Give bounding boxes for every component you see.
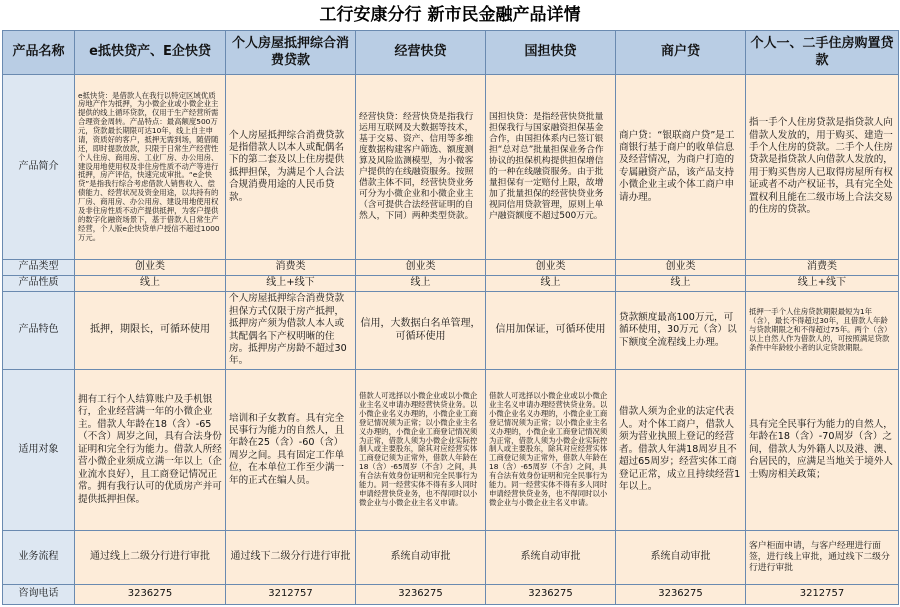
table-row-nature: [3, 275, 899, 291]
table-cell: 线上: [616, 275, 746, 291]
table-cell: 创业类: [75, 259, 226, 275]
table-cell: 线上: [356, 275, 486, 291]
table-cell: 创业类: [356, 259, 486, 275]
row-label: 产品类型: [3, 259, 75, 275]
table-cell: 通过线下二级分行进行审批: [226, 530, 356, 584]
table-cell: 线上: [486, 275, 616, 291]
table-cell: 借款人须为企业的法定代表人。对个体工商户，借款人须为营业执照上登记的经营者。借款人年满18周岁且不超过65周岁；经营实体工商登记正常，成立且持续经营1年以上。: [616, 370, 746, 531]
phone-number: 3212757: [746, 584, 899, 604]
phone-number: 3236275: [616, 584, 746, 604]
row-label: 业务流程: [3, 530, 75, 584]
table-cell: 系统自动审批: [356, 530, 486, 584]
table-cell: 具有完全民事行为能力的自然人，年龄在18（含）-70周岁（含）之间，借款人为外籍人以及港、澳、台居民的，应满足当地关于境外人士购房相关政策；: [746, 370, 899, 531]
page-title: 工行安康分行 新市民金融产品详情: [319, 5, 581, 25]
table-cell: 信用，大数据白名单管理，可循环使用: [356, 291, 486, 369]
table-cell: 客户柜面申请，与客户经理进行面签，进行线上审批，通过线下二级分行进行审批: [746, 530, 899, 584]
table-cell: 线上+线下: [746, 275, 899, 291]
phone-number: 3212757: [226, 584, 356, 604]
table-cell: 消费类: [746, 259, 899, 275]
header-product-cell: 个人房屋抵押综合消费贷款: [226, 31, 356, 75]
table-row-phone: [3, 584, 899, 604]
table-cell: 线上: [75, 275, 226, 291]
table-cell: 经营快贷：经营快贷是指我行运用互联网及大数据等技术，基于交易、资产、信用等多维度数据构建客户筛选、额度测算及风险监测模型，为小微客户提供的在线融资服务。按照借款主体不同，经营快贷业务可分为小微企业和小微企业主（含可提供合法经营证明的自然人，下同）两种类型贷款。: [356, 75, 486, 260]
row-label: 产品性质: [3, 275, 75, 291]
table-header-row: [3, 31, 899, 75]
table-cell: 通过线上二级分行进行审批: [75, 530, 226, 584]
header-product-cell: 国担快贷: [486, 31, 616, 75]
table-cell: 系统自动审批: [616, 530, 746, 584]
phone-number: 3236275: [75, 584, 226, 604]
row-label: 咨询电话: [3, 584, 75, 604]
table-cell: 线上+线下: [226, 275, 356, 291]
table-row-feature: [3, 291, 899, 369]
table-cell: 创业类: [616, 259, 746, 275]
table-cell: 拥有工行个人结算账户及手机银行，企业经营满一年的小微企业主。借款人年龄在18（含）-65（不含）周岁之间，具有合法身份证明和完全行为能力。借款人所经营小微企业须成立满一年以上（企业流水良好），且工商登记情况正常。拥有我行认可的优质房产并可提供抵押担保。: [75, 370, 226, 531]
table-cell: 商户贷：“银联商户贷”是工商银行基于商户的收单信息及经营情况，为商户打造的专属融资产品，该产品支持小微企业主或个体工商户申请办理。: [616, 75, 746, 260]
table-cell: 培训和子女教育。具有完全民事行为能力的自然人，且年龄在25（含）-60（含）周岁之间。具有固定工作单位，在本单位工作至少满一年的正式在编人员。: [226, 370, 356, 531]
table-cell: 国担快贷：是指经营快贷批量担保我行与国家融资担保基金合作，由国担体系内已签订银担“总对总”批量担保业务合作协议的担保机构提供担保增信的一种在线融资服务。由于批量担保有一定赔付上限，故增加了批量担保的经营快贷业务视同信用贷款管理，原则上单户融资额度不超过500万元。: [486, 75, 616, 260]
phone-number: 3236275: [486, 584, 616, 604]
table-row-process: [3, 530, 899, 584]
table-cell: 创业类: [486, 259, 616, 275]
header-product-cell: 商户贷: [616, 31, 746, 75]
table-cell: 指一手个人住房贷款是指贷款人向借款人发放的，用于购买、建造一手个人住房的贷款。二手个人住房贷款是指贷款人向借款人发放的，用于购买售房人已取得房屋所有权证或者不动产权证书，具有完全处置权利且能在二级市场上合法交易的住房的贷款。: [746, 75, 899, 260]
product-table: [2, 30, 899, 605]
table-cell: 信用加保证，可循环使用: [486, 291, 616, 369]
header-product-cell: e抵快贷产、E企快贷: [75, 31, 226, 75]
table-cell: 个人房屋抵押综合消费贷款是指借款人以本人或配偶名下的第二套及以上住房提供抵押担保，为满足个人合法合规消费用途的人民币贷款。: [226, 75, 356, 260]
table-row-intro: [3, 75, 899, 260]
header-name-cell: 产品名称: [3, 31, 75, 75]
phone-number: 3236275: [356, 584, 486, 604]
header-product-cell: 经营快贷: [356, 31, 486, 75]
table-cell: 抵押，期限长，可循环使用: [75, 291, 226, 369]
row-label: 产品简介: [3, 75, 75, 260]
row-label: 适用对象: [3, 370, 75, 531]
table-cell: e抵快贷：是借款人在我行以特定区域优质房地产作为抵押，为小微企业或小微企业主提供的线上循环贷款，仅用于生产经营所需合理资金周转。产品特点：最高额度500万元，贷款最长期限可达10年，线上自主申请，资质好的客户，抵押无需到场，随借随还，即时提款放款，只限于日常生产经营性个人住房、商用房、工业厂房、办公用房、建设用地使用权及非住房性质不动产等进行抵押，房产评估，快速完成审批。“e企快贷”是指我行综合考虑借款人销售收入、偿债能力、经营状况及资金用途，以共持有的厂房、商用房、办公用房、建设用地使用权及非住房性质不动产提供抵押，为客户提供的数字化融资场景下，基于借款人日常生产经营，个人版e企快贷单户授信不超过1000万元。: [75, 75, 226, 260]
row-label: 产品特色: [3, 291, 75, 369]
table-cell: 个人房屋抵押综合消费贷款担保方式仅限于房产抵押，抵押房产须为借款人本人或其配偶名下产权明晰的住房。抵押房产房龄不超过30年。: [226, 291, 356, 369]
header-product-cell: 个人一、二手住房购置贷款: [746, 31, 899, 75]
table-row-target: [3, 370, 899, 531]
table-cell: 借款人可选择以小微企业或以小微企业主名义申请办理经营快贷业务。以小微企业名义办理的，小微企业工商登记情况须为正常；以小微企业主名义办理的，小微企业工商登记情况须为正常，借款人须为小微企业实际控制人或主要股东，除其对应经营实体工商登记须为正常外，借款人年龄在18（含）-65周岁（不含）之间，具有合法有效身份证明和完全民事行为能力。同一经营实体不得有多人同时申请经营快贷业务，也不得同时以小微企业与小微企业主名义申请。: [356, 370, 486, 531]
table-cell: 贷款额度最高100万元，可循环使用，30万元（含）以下额度全流程线上办理。: [616, 291, 746, 369]
table-cell: 消费类: [226, 259, 356, 275]
table-cell: 抵押一手个人住房贷款期限最短为1年（含），最长不得超过30年，且借款人年龄与贷款期限之和不得超过75年。两个（含）以上自然人作为借款人的，可按照满足贷款条件中年龄较小者的认定贷款期限。: [746, 291, 899, 369]
table-row-type: [3, 259, 899, 275]
table-cell: 借款人可选择以小微企业或以小微企业主名义申请办理经营快贷业务。以小微企业名义办理的，小微企业工商登记情况须为正常；以小微企业主名义办理的，小微企业工商登记情况须为正常，借款人须为小微企业实际控制人或主要股东，除其对应经营实体工商登记须为正常外，借款人年龄在18（含）-65周岁（不含）之间，具有合法有效身份证明和完全民事行为能力。同一经营实体不得有多人同时申请经营快贷业务，也不得同时以小微企业与小微企业主名义申请。: [486, 370, 616, 531]
table-cell: 系统自动审批: [486, 530, 616, 584]
